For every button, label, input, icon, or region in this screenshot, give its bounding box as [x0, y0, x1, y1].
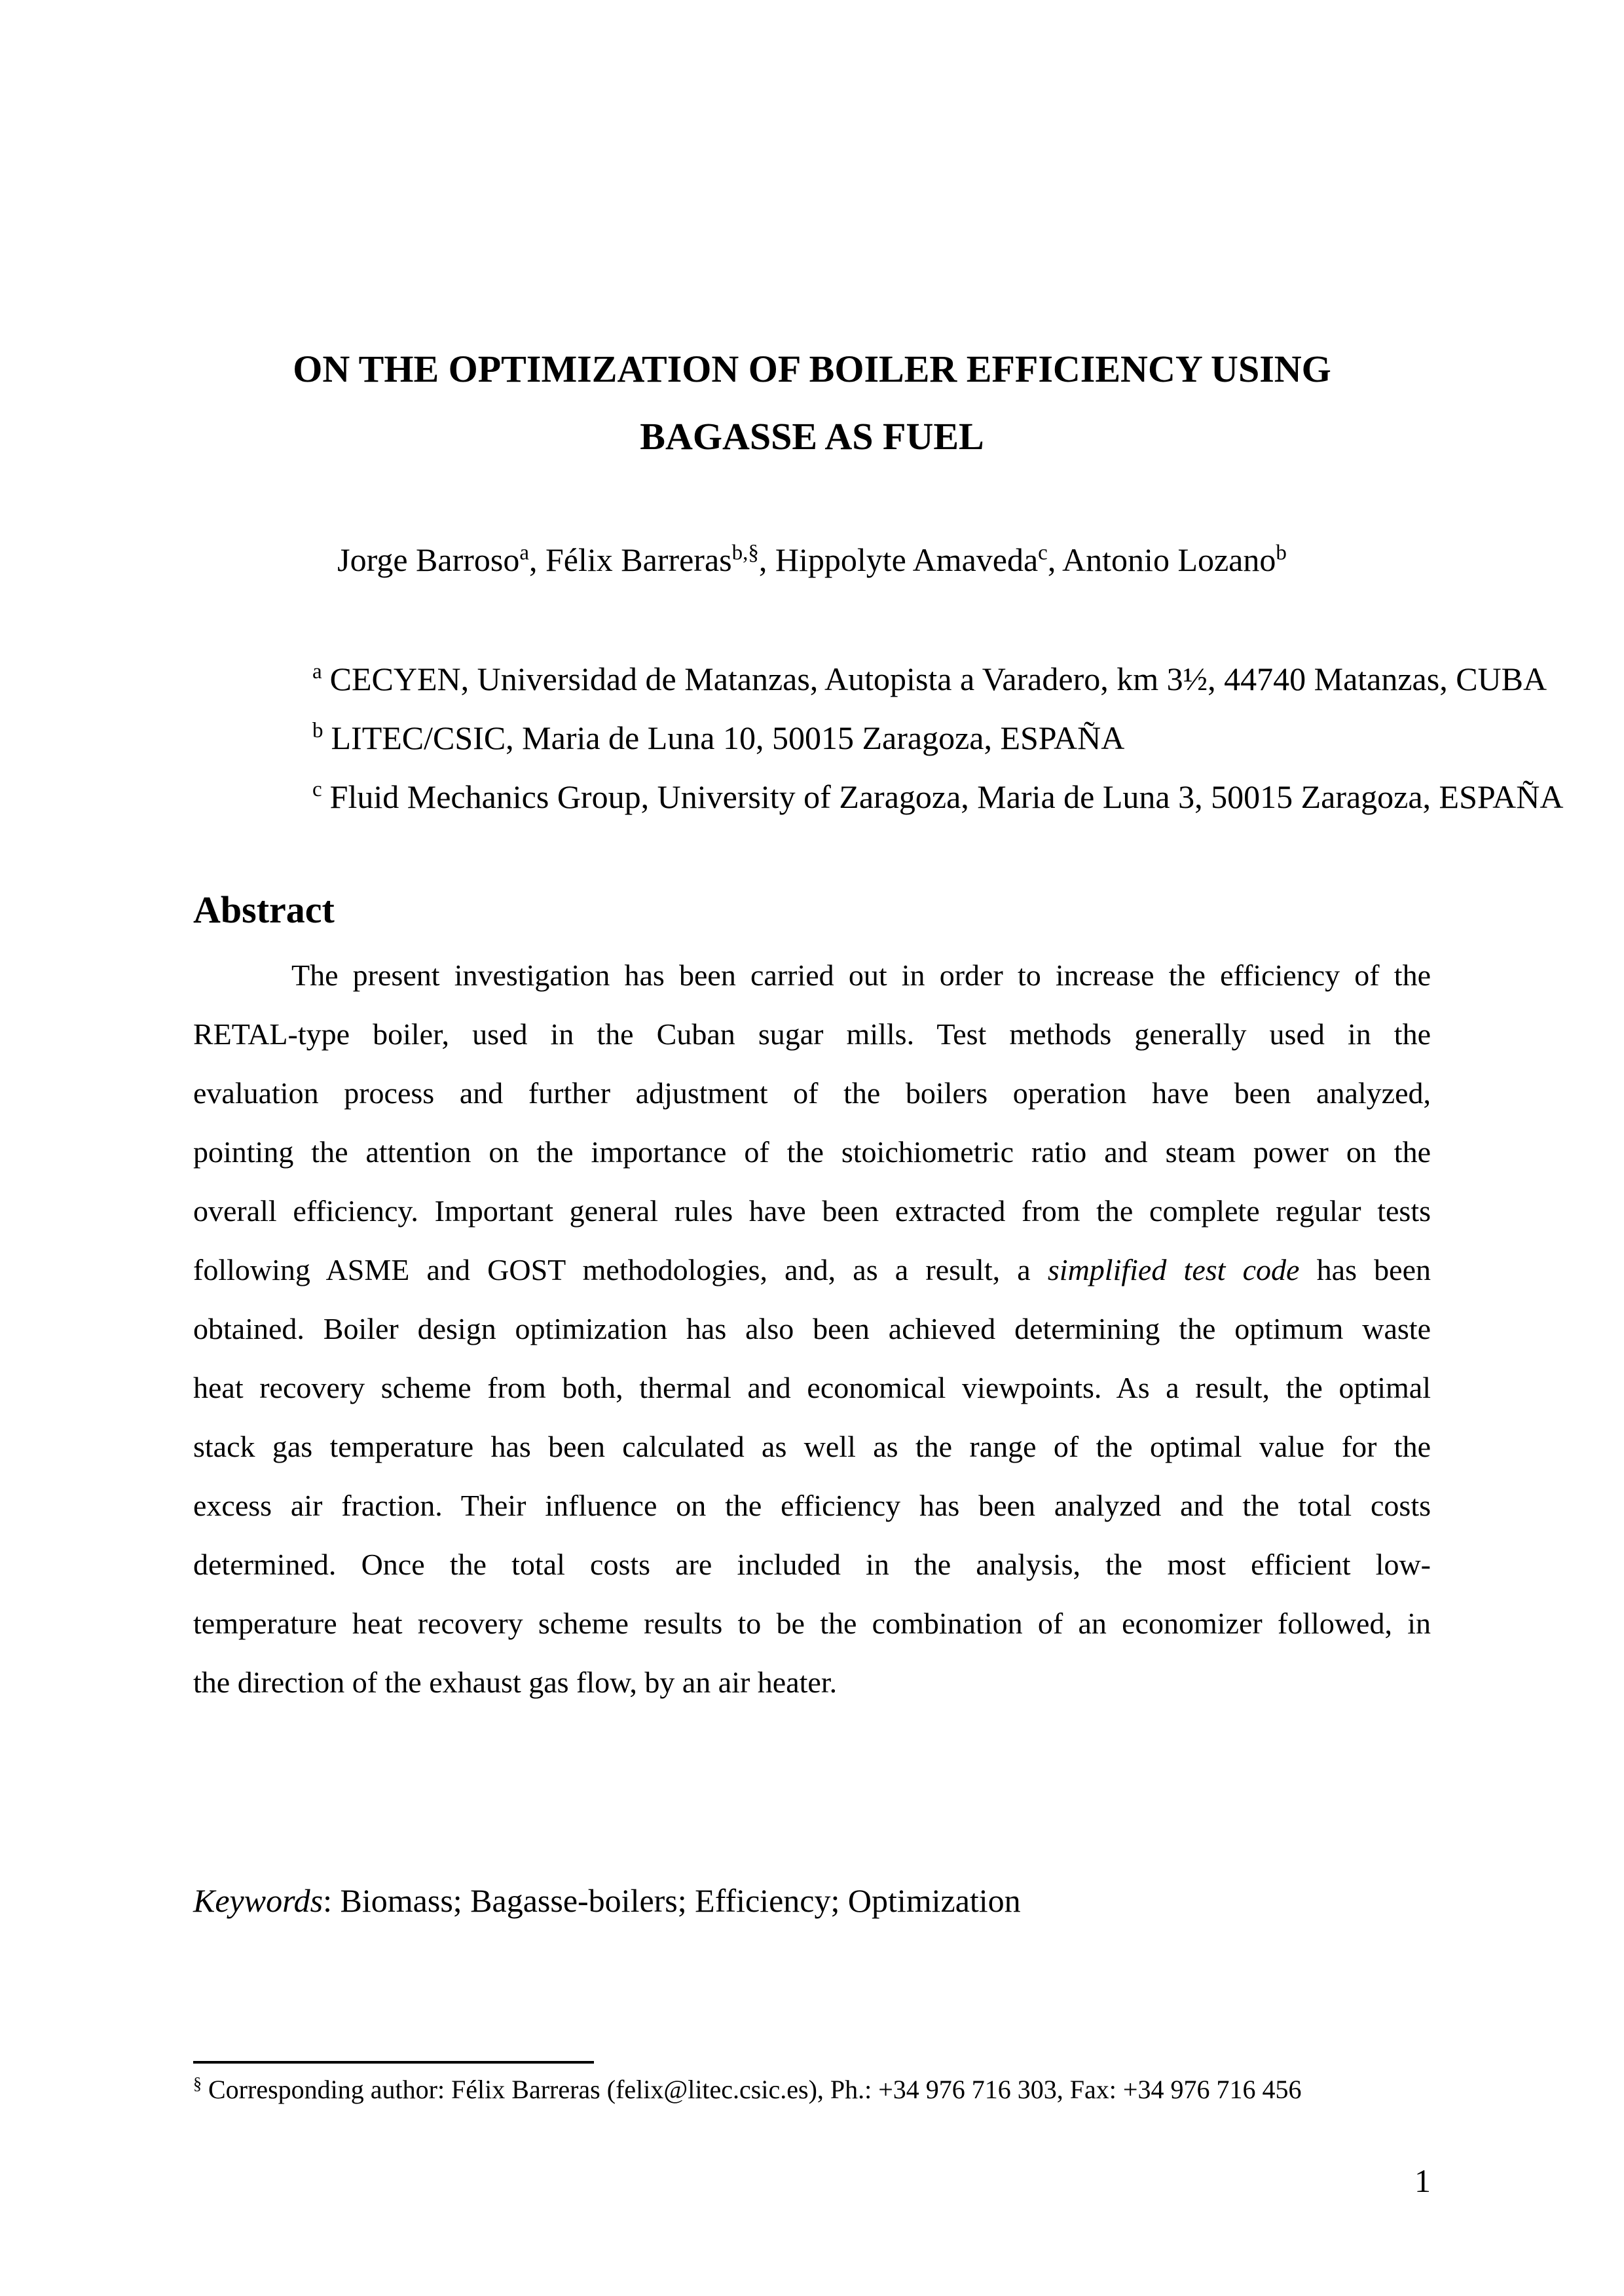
abstract-line: RETAL-type boiler, used in the Cuban sugar mills. Test methods generally used in the: [193, 1017, 1431, 1051]
keywords-line: [193, 1884, 1021, 1917]
affiliation-a: [312, 660, 1547, 697]
affiliation-marker: c: [312, 778, 322, 802]
affiliation-marker: b: [312, 719, 323, 743]
affiliation-text: CECYEN, Universidad de Matanzas, Autopista a Varadero, km 3½, 44740 Matanzas, CUBA: [329, 661, 1547, 697]
abstract-line: stack gas temperature has been calculated as well as the range of the optimal value for the: [193, 1430, 1431, 1463]
abstract-line: pointing the attention on the importance of the stoichiometric ratio and steam power on the: [193, 1135, 1431, 1169]
author-name: , Antonio Lozano: [1047, 541, 1276, 578]
corresponding-author-footnote: [193, 2074, 1431, 2105]
abstract-line: temperature heat recovery scheme results to be the combination of an economizer followed, in: [193, 1607, 1431, 1640]
affiliation-text: Fluid Mechanics Group, University of Zaragoza, Maria de Luna 3, 50015 Zaragoza, ESPAÑA: [329, 778, 1564, 815]
page-number: 1: [1414, 2162, 1431, 2199]
abstract-line: excess air fraction. Their influence on the efficiency has been analyzed and the total costs: [193, 1489, 1431, 1522]
keywords-values: : Biomass; Bagasse-boilers; Efficiency; Optimization: [323, 1882, 1021, 1919]
author-name: , Hippolyte Amaveda: [758, 541, 1039, 578]
author-name: , Félix Barreras: [528, 541, 732, 578]
author-name: Jorge Barroso: [337, 541, 520, 578]
abstract-heading: Abstract: [193, 888, 335, 931]
author-affiliation-marker: b: [1276, 541, 1287, 565]
affiliation-b: [312, 721, 1124, 754]
abstract-line: obtained. Boiler design optimization has also been achieved determining the optimum waste: [193, 1312, 1431, 1345]
abstract-line: overall efficiency. Important general rules have been extracted from the complete regular tests: [193, 1194, 1431, 1228]
author-affiliation-marker: b,§: [731, 541, 759, 565]
keywords-label: Keywords: [193, 1882, 323, 1919]
abstract-line: determined. Once the total costs are included in the analysis, the most efficient low-: [193, 1548, 1431, 1581]
affiliation-text: LITEC/CSIC, Maria de Luna 10, 50015 Zaragoza, ESPAÑA: [331, 720, 1125, 756]
abstract-line: heat recovery scheme from both, thermal and economical viewpoints. As a result, the optimal: [193, 1371, 1431, 1404]
author-affiliation-marker: a: [519, 541, 529, 565]
abstract-line: following ASME and GOST methodologies, and, as a result, a simplified test code has been: [193, 1253, 1431, 1286]
author-affiliation-marker: c: [1038, 541, 1048, 565]
abstract-line: The present investigation has been carried out in order to increase the efficiency of the: [291, 958, 1431, 992]
abstract-line: the direction of the exhaust gas flow, by an air heater.: [193, 1666, 838, 1699]
paper-title-line-2: BAGASSE AS FUEL: [640, 415, 984, 458]
authors-line: [193, 543, 1431, 576]
affiliation-marker: a: [312, 660, 322, 684]
footnote-marker: §: [193, 2073, 202, 2093]
affiliation-c: [312, 780, 1563, 813]
abstract-paragraph: [193, 946, 1431, 1712]
footnote-separator: [193, 2061, 594, 2064]
footnote-text: Corresponding author: Félix Barreras (felix@litec.csic.es), Ph.: +34 976 716 303, Fax: +34 976 716 456: [208, 2075, 1302, 2104]
paper-title-line-1: ON THE OPTIMIZATION OF BOILER EFFICIENCY USING: [293, 348, 1331, 390]
abstract-line: evaluation process and further adjustment of the boilers operation have been analyzed,: [193, 1076, 1431, 1110]
